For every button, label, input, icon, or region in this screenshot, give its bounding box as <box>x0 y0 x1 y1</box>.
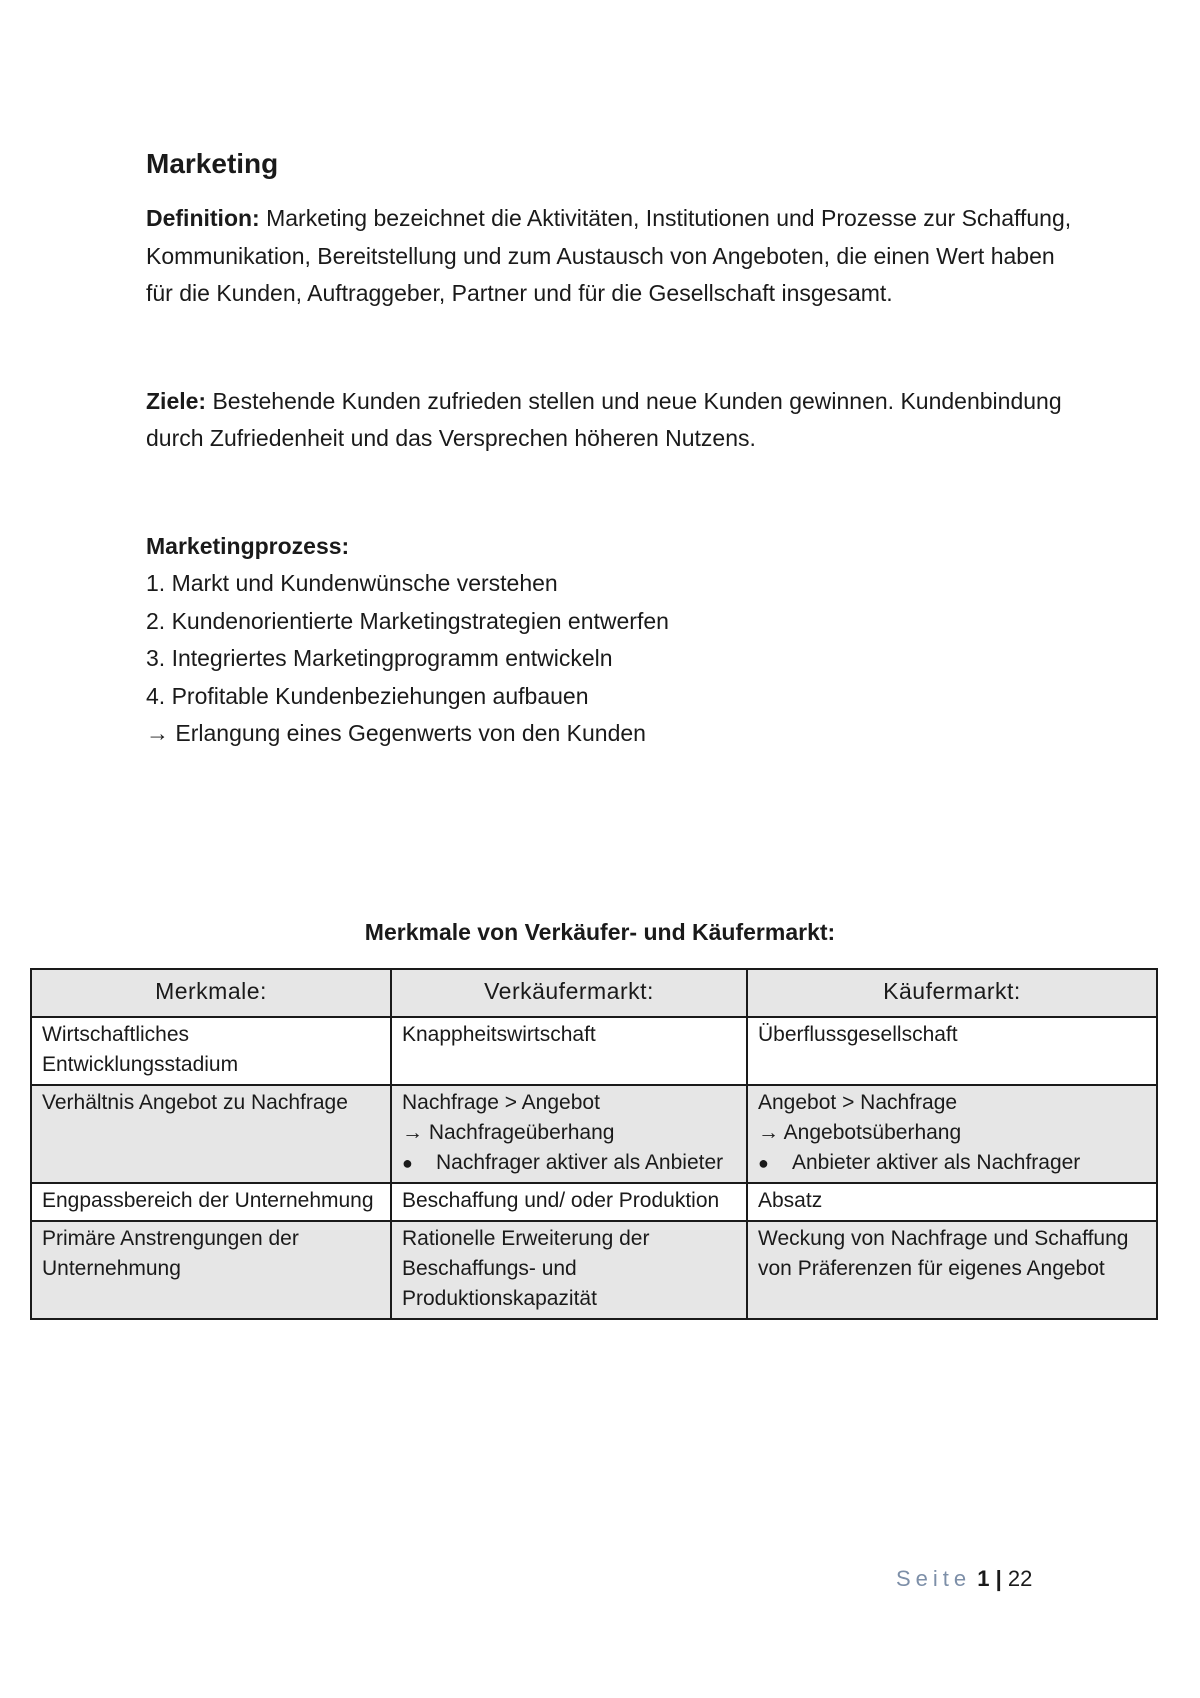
bullet-icon: ● <box>758 1153 769 1173</box>
goals-paragraph <box>146 383 1086 458</box>
footer-seite-label: Seite <box>896 1566 972 1591</box>
cell-merkmal: Verhältnis Angebot zu Nachfrage <box>31 1085 391 1183</box>
header-verkaeufermarkt: Verkäufermarkt: <box>391 969 747 1017</box>
process-result-text: Erlangung eines Gegenwerts von den Kunden <box>169 720 646 746</box>
cell-verkaeufer <box>391 1085 747 1183</box>
cell-kaeufer <box>747 1085 1157 1183</box>
cell-kaeufer: Überflussgesellschaft <box>747 1017 1157 1085</box>
process-step-3: 3. Integriertes Marketingprogramm entwickeln <box>146 645 613 671</box>
process-step-4: 4. Profitable Kundenbeziehungen aufbauen <box>146 682 589 709</box>
arrow-right-icon: → <box>146 720 169 746</box>
cell-line: Nachfrage > Angebot <box>402 1091 600 1114</box>
footer-separator: | <box>989 1566 1008 1591</box>
cell-line <box>402 1118 736 1148</box>
cell-line-text: Nachfrageüberhang <box>423 1121 615 1144</box>
cell-kaeufer: Absatz <box>747 1183 1157 1221</box>
header-kaeufermarkt: Käufermarkt: <box>747 969 1157 1017</box>
table-row <box>31 1183 1157 1221</box>
cell-merkmal: Wirtschaftliches Entwicklungsstadium <box>31 1017 391 1085</box>
cell-verkaeufer: Knappheitswirtschaft <box>391 1017 747 1085</box>
page-title: Marketing <box>146 148 279 179</box>
process-step-2: 2. Kundenorientierte Marketingstrategien entwerfen <box>146 607 669 634</box>
table-row <box>31 1221 1157 1319</box>
page-footer <box>896 1564 1032 1594</box>
header-merkmale: Merkmale: <box>31 969 391 1017</box>
bullet-text: Anbieter aktiver als Nachfrager <box>792 1151 1081 1174</box>
definition-paragraph <box>146 200 1086 313</box>
cell-kaeufer: Weckung von Nachfrage und Schaffung von Präferenzen für eigenes Angebot <box>747 1221 1157 1319</box>
cell-verkaeufer: Beschaffung und/ oder Produktion <box>391 1183 747 1221</box>
table-title: Merkmale von Verkäufer- und Käufermarkt: <box>364 919 836 945</box>
page-content <box>146 146 1086 753</box>
process-steps-list <box>146 565 1086 715</box>
definition-text: Marketing bezeichnet die Aktivitäten, Institutionen und Prozesse zur Schaffung, Kommunikation, Bereitstellung und zum Austausch von Angeboten, die einen Wert haben für die Kunden, Auftraggeber, Partner und für die Gesellschaft insgesamt. <box>146 205 1072 306</box>
cell-verkaeufer: Rationelle Erweiterung der Beschaffungs- und Produktionskapazität <box>391 1221 747 1319</box>
footer-total-pages: 22 <box>1007 1566 1033 1591</box>
bullet-item <box>402 1148 736 1178</box>
goals-text: Bestehende Kunden zufrieden stellen und neue Kunden gewinnen. Kundenbindung durch Zufriedenheit und das Versprechen höheren Nutzens. <box>146 387 1062 451</box>
cell-merkmal: Primäre Anstrengungen der Unternehmung <box>31 1221 391 1319</box>
arrow-right-icon: → <box>402 1121 423 1144</box>
definition-label: Definition: <box>146 205 260 231</box>
arrow-right-icon: → <box>758 1121 779 1144</box>
goals-label: Ziele: <box>146 387 207 414</box>
bullet-text: Nachfrager aktiver als Anbieter <box>436 1151 724 1174</box>
process-result <box>146 715 1086 753</box>
table-row <box>31 1085 1157 1183</box>
table-header-row <box>31 969 1157 1017</box>
cell-line-text: Angebotsüberhang <box>779 1121 962 1144</box>
footer-current-page: 1 <box>977 1566 990 1591</box>
cell-line: Angebot > Nachfrage <box>758 1091 958 1114</box>
bullet-icon: ● <box>402 1153 413 1173</box>
process-heading: Marketingprozess: <box>146 532 350 559</box>
cell-merkmal: Engpassbereich der Unternehmung <box>31 1183 391 1221</box>
comparison-table <box>30 968 1158 1320</box>
cell-line <box>758 1118 1146 1148</box>
process-step-1: 1. Markt und Kundenwünsche verstehen <box>146 570 558 596</box>
comparison-table-wrap <box>30 968 1156 1320</box>
table-row <box>31 1017 1157 1085</box>
bullet-item <box>758 1148 1146 1178</box>
